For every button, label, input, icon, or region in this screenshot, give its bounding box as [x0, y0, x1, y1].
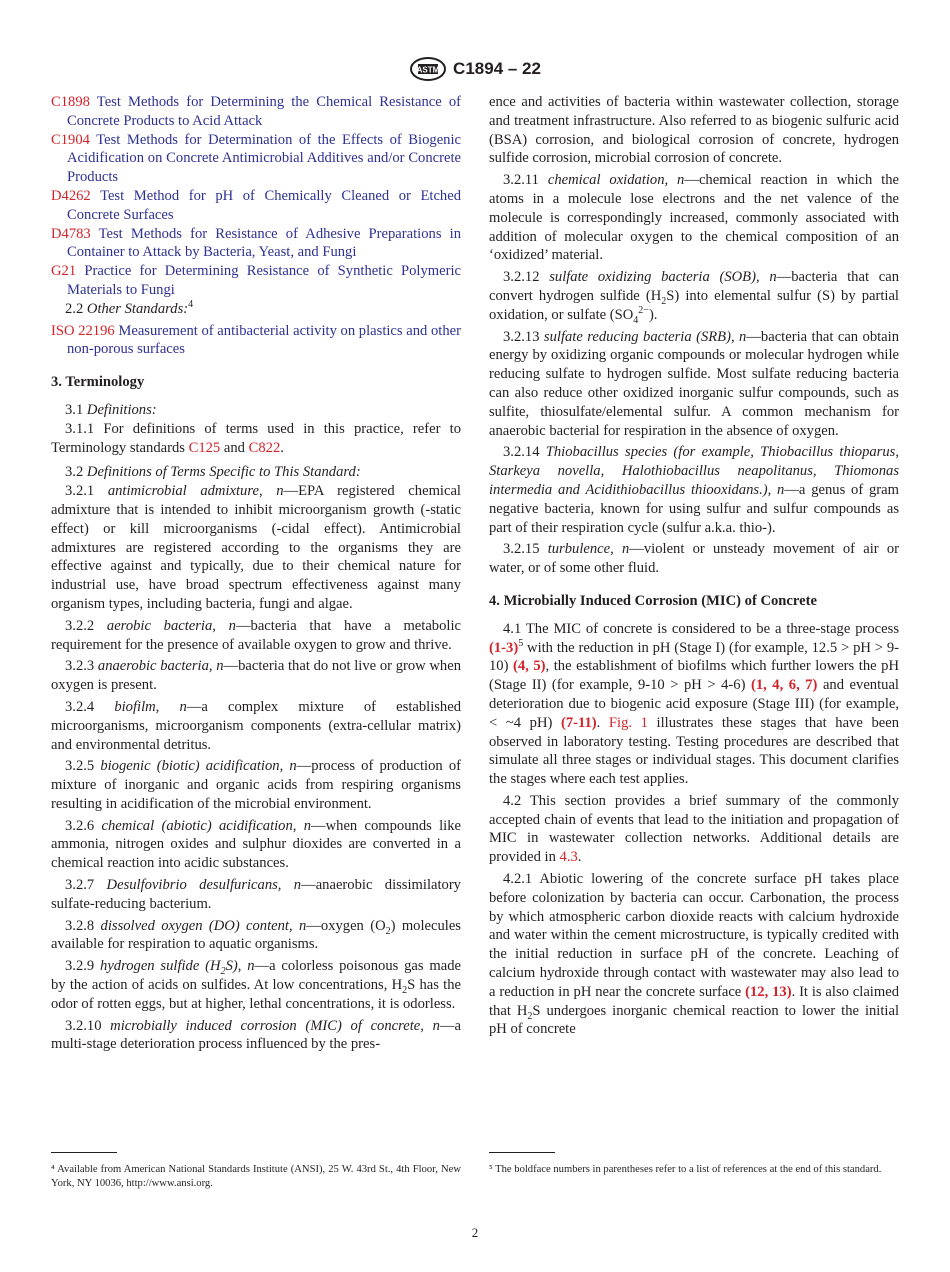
astm-logo-icon [409, 56, 447, 82]
svg-text:ASTM: ASTM [416, 65, 440, 75]
fig-1-link[interactable]: Fig. 1 [608, 714, 648, 731]
def-3-2-11: 3.2.11 chemical oxidation, n—chemical reaction in which the atoms in a molecule lose electrons and the net valence of the molecule is correspondingly increased, commonly associated with addition of molecular oxygen to the chemical composition of an ‘oxidized’ material. [489, 172, 899, 264]
ref-link[interactable]: (1, 4, 6, 7) [750, 677, 818, 694]
ref-link[interactable]: (12, 13) [745, 983, 792, 1000]
left-column [51, 93, 461, 1057]
para-4-1: 4.1 The MIC of concrete is considered to be a three-stage process $(1-3)^5$ with the reduction in pH (Stage I) (for example, 12.5 > pH > 9-10) (4, 5), the establishment of biofilms which further lowers the pH (Stage II) (for example, 9-10 > pH > 4-6) (1, 4, 6, 7) and eventual deterioration due to biogenic acid exposure (Stage III) (for example, < ~4 pH) (7-11). Fig. 1 illustrates these stages that have been observed in laboratory testing. Testing procedures are described that simulate all three stages or individual stages. This document clarifies the stages where each test applies. [489, 620, 899, 788]
definition-item: 3.2.5 biogenic (biotic) acidification, n—process of production of mixture of inorganic and organic acids from respiring organisms resulting in acidification of the microbial environment. [51, 758, 461, 812]
standard-designation: C1894 – 22 [453, 58, 541, 78]
definition-item: 3.2.4 biofilm, n—a complex mixture of established microorganisms, microorganism components (extra-cellular matrix) and environmental detritus. [51, 698, 462, 753]
def-3-2-12: 3.2.12 sulfate oxidizing bacteria (SOB), n—bacteria that can convert hydrogen sulfide $(H_2S)$ into elemental sulfur (S) by partial oxidation, or sulfate $(SO_4^{2-})$. [489, 269, 899, 326]
right-column [489, 93, 899, 1042]
reference-item[interactable]: D4262 Test Method for pH of Chemically Cleaned or Etched Concrete Surfaces [51, 187, 462, 223]
definition-item: 3.2.3 anaerobic bacteria, n—bacteria that do not live or grow when oxygen is present. [51, 658, 462, 694]
section-4-3-link[interactable]: 4.3 [559, 849, 578, 866]
definition-item: 3.2.2 aerobic bacteria, n—bacteria that have a metabolic requirement for the presence of available oxygen to grow and thrive. [51, 617, 461, 653]
def-3-2-15: 3.2.15 turbulence, n—violent or unsteady movement of air or water, or of some other fluid. [489, 541, 900, 577]
s31: 3.1 Definitions: [65, 401, 157, 418]
def-3-2-8: 3.2.8 dissolved oxygen (DO) content, n—oxygen $(O_2)$ molecules available for respiration to aquatic organisms. [51, 917, 461, 953]
para-4-2-1: 4.2.1 Abiotic lowering of the concrete surface pH takes place before colonization by bacteria can occur. Carbonation, the process by which atmospheric carbon dioxide reacts with calcium hydroxide and water within the cement microstructure, is typically credited with the initial reduction in surface pH of the concrete. Leaching of calcium hydroxide through contact with wastewater may also lead to a reduction in pH near the concrete surface (12, 13). It is also claimed that $H_2S$ undergoes inorganic chemical reaction to lower the initial pH of concrete [489, 871, 900, 1038]
footnote-divider [51, 1152, 117, 1153]
reference-item[interactable]: C1904 Test Methods for Determination of the Effects of Biogenic Acidification on Concrete Antimicrobial Additives and/or Concrete Products [51, 131, 461, 186]
footnote-divider [489, 1152, 555, 1153]
ref-link[interactable]: (1-3) [489, 639, 519, 656]
def-3-2-14: 3.2.14 Thiobacillus species (for example, Thiobacillus thioparus, Starkeya novella, Halothiobacillus neapolitanus, Thiomonas intermedia and Acidithiobacillus thiooxidans.), n—a genus of gram negative bacteria, known for using sulfur and sulfur compounds as part of their respiration cycle (sulfur a.k.a. thio-). [489, 444, 899, 536]
referenced-documents-list [51, 93, 461, 300]
reference-item[interactable]: D4783 Test Methods for Resistance of Adhesive Preparations in Container to Attack by Bacteria, Yeast, and Fungi [51, 225, 462, 261]
reference-item[interactable]: G21 Practice for Determining Resistance of Synthetic Polymeric Materials to Fungi [51, 263, 461, 298]
c822-link[interactable]: C822 [248, 439, 281, 456]
page-number: 2 [471, 1225, 479, 1240]
iso-reference[interactable]: ISO 22196 Measurement of antibacterial activity on plastics and other non-porous surfaces [51, 322, 461, 358]
ref-link[interactable]: (4, 5) [513, 658, 546, 675]
c125-link[interactable]: C125 [188, 439, 221, 456]
reference-item[interactable]: C1898 Test Methods for Determining the Chemical Resistance of Concrete Products to Acid Attack [51, 94, 461, 129]
para-4-2: 4.2 This section provides a brief summary of the commonly accepted chain of events that lead to the initiation and propagation of MIC in wastewater collection networks. Additional details are provided in 4.3. [489, 792, 899, 866]
ref-link[interactable]: (7-11) [560, 714, 597, 731]
section-4-heading: 4. Microbially Induced Corrosion (MIC) of Concrete [489, 592, 817, 609]
def-3-2-10-continued: ence and activities of bacteria within wastewater collection, storage and treatment infrastructure. Also referred to as biogenic sulfuric acid (BSA) corrosion, and biological corrosion of concrete, hydrogen sulfide corrosion, microbial corrosion of concrete. [489, 94, 899, 167]
page-header [0, 56, 950, 88]
def-3-2-9: 3.2.9 hydrogen sulfide $(H_2S)$, n—a colorless poisonous gas made by the action of acids on sulfides. At low concentrations, $H_2S$ has the odor of rotten eggs, but at higher, lethal concentrations, it is odorless. [51, 958, 462, 1012]
definition-item: 3.2.7 Desulfovibrio desulfuricans, n—anaerobic dissimilatory sulfate-reducing bacterium. [51, 877, 461, 912]
def-3-2-13: 3.2.13 sulfate reducing bacteria (SRB), n—bacteria that can obtain energy by oxidizing organic compounds or molecular hydrogen while reducing sulfate to hydrogen sulfide. Most sulfate reducing bacteria can also reduce other oxidized inorganic sulfur compounds, such as sulfite, thiosulfate/elemental sulfur. A common mechanism for anaerobic bacterial for respiration in the absence of oxygen. [489, 328, 899, 439]
definitions-list [51, 482, 461, 914]
definition-item: 3.2.6 chemical (abiotic) acidification, n—when compounds like ammonia, nitrogen oxides and sulphur dioxides are converted in a chemical reaction into acidic substances. [51, 817, 461, 872]
s311: 3.1.1 For definitions of terms used in this practice, refer to Terminology standards C125 and C822. [51, 420, 461, 456]
definition-item: 3.2.1 antimicrobial admixture, n—EPA registered chemical admixture that is intended to inhibit microorganism growth (-static effect) or kill microorganisms (-cidal effect). Antimicrobial admixtures are registered according to the organisms they are effective against and typically, due to their chemical nature for industrial use, have broad spectrum effectiveness against many organism types, including bacteria, fungi and algae. [51, 483, 461, 612]
def-3-2-10: 3.2.10 microbially induced corrosion (MIC) of concrete, n—a multi-stage deterioration process influenced by the pres- [51, 1017, 461, 1053]
footnote-5: ⁵ The boldface numbers in parentheses refer to a list of references at the end of this standard. [489, 1164, 882, 1175]
section-3-heading: 3. Terminology [51, 374, 145, 391]
s32: 3.2 Definitions of Terms Specific to This Standard: [65, 464, 361, 481]
footnote-4: ⁴ Available from American National Standards Institute (ANSI), 25 W. 43rd St., 4th Floor, New York, NY 10036, http://www.ansi.org. [51, 1164, 461, 1189]
other-standards-heading: 2.2 Other Standards:$^4$ [65, 298, 194, 317]
